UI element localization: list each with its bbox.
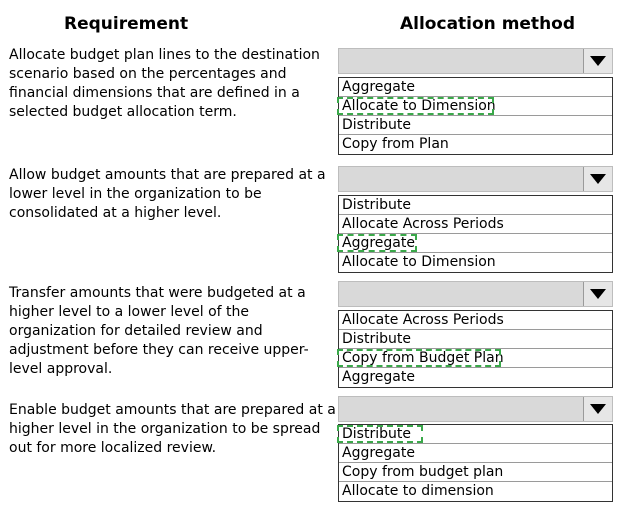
option-list-1	[338, 77, 613, 155]
option[interactable]: Allocate Across Periods	[339, 311, 612, 330]
requirement-text-2: Allow budget amounts that are prepared at a lower level in the organization to be consolidated at a higher level.	[9, 167, 326, 221]
option[interactable]: Aggregate	[339, 78, 612, 97]
requirement-text-4: Enable budget amounts that are prepared at a higher level in the organization to be spread out for more localized review.	[9, 402, 336, 456]
dropdown-button-3[interactable]	[583, 282, 612, 306]
option-list-2	[338, 195, 613, 273]
option[interactable]: Copy from Plan	[342, 136, 449, 152]
triangle-down-icon	[590, 289, 606, 299]
dropdown-button-2[interactable]	[583, 167, 612, 191]
option[interactable]: Aggregate	[342, 369, 415, 385]
allocation-method-header: Allocation method	[400, 14, 576, 34]
option-selected[interactable]: Distribute	[339, 425, 612, 444]
option[interactable]: Allocate Across Periods	[339, 215, 612, 234]
option[interactable]: Distribute	[339, 196, 612, 215]
requirement-text-3: Transfer amounts that were budgeted at a higher level to a lower level of the organization for detailed review and adjustment before they can receive upper-level approval.	[9, 285, 309, 377]
option[interactable]: Distribute	[339, 330, 612, 349]
option-list-4	[338, 424, 613, 502]
triangle-down-icon	[590, 174, 606, 184]
option[interactable]: Copy from budget plan	[339, 463, 612, 482]
option[interactable]: Aggregate	[339, 444, 612, 463]
option-selected[interactable]: Allocate to Dimension	[339, 97, 612, 116]
dropdown-button-4[interactable]	[583, 397, 612, 421]
option[interactable]: Distribute	[339, 116, 612, 135]
option[interactable]: Allocate to dimension	[342, 483, 494, 499]
option[interactable]: Allocate to Dimension	[342, 254, 496, 270]
option-selected[interactable]: Aggregate	[339, 234, 612, 253]
allocation-dropdown-4[interactable]	[338, 396, 613, 422]
option-selected[interactable]: Copy from Budget Plan	[339, 349, 612, 368]
requirement-header: Requirement	[64, 14, 189, 34]
allocation-dropdown-2[interactable]	[338, 166, 613, 192]
triangle-down-icon	[590, 56, 606, 66]
allocation-dropdown-3[interactable]	[338, 281, 613, 307]
triangle-down-icon	[590, 404, 606, 414]
option-list-3	[338, 310, 613, 388]
dropdown-button-1[interactable]	[583, 49, 612, 73]
allocation-dropdown-1[interactable]	[338, 48, 613, 74]
requirement-text-1: Allocate budget plan lines to the destination scenario based on the percentages and financial dimensions that are defined in a selected budget allocation term.	[9, 47, 320, 120]
